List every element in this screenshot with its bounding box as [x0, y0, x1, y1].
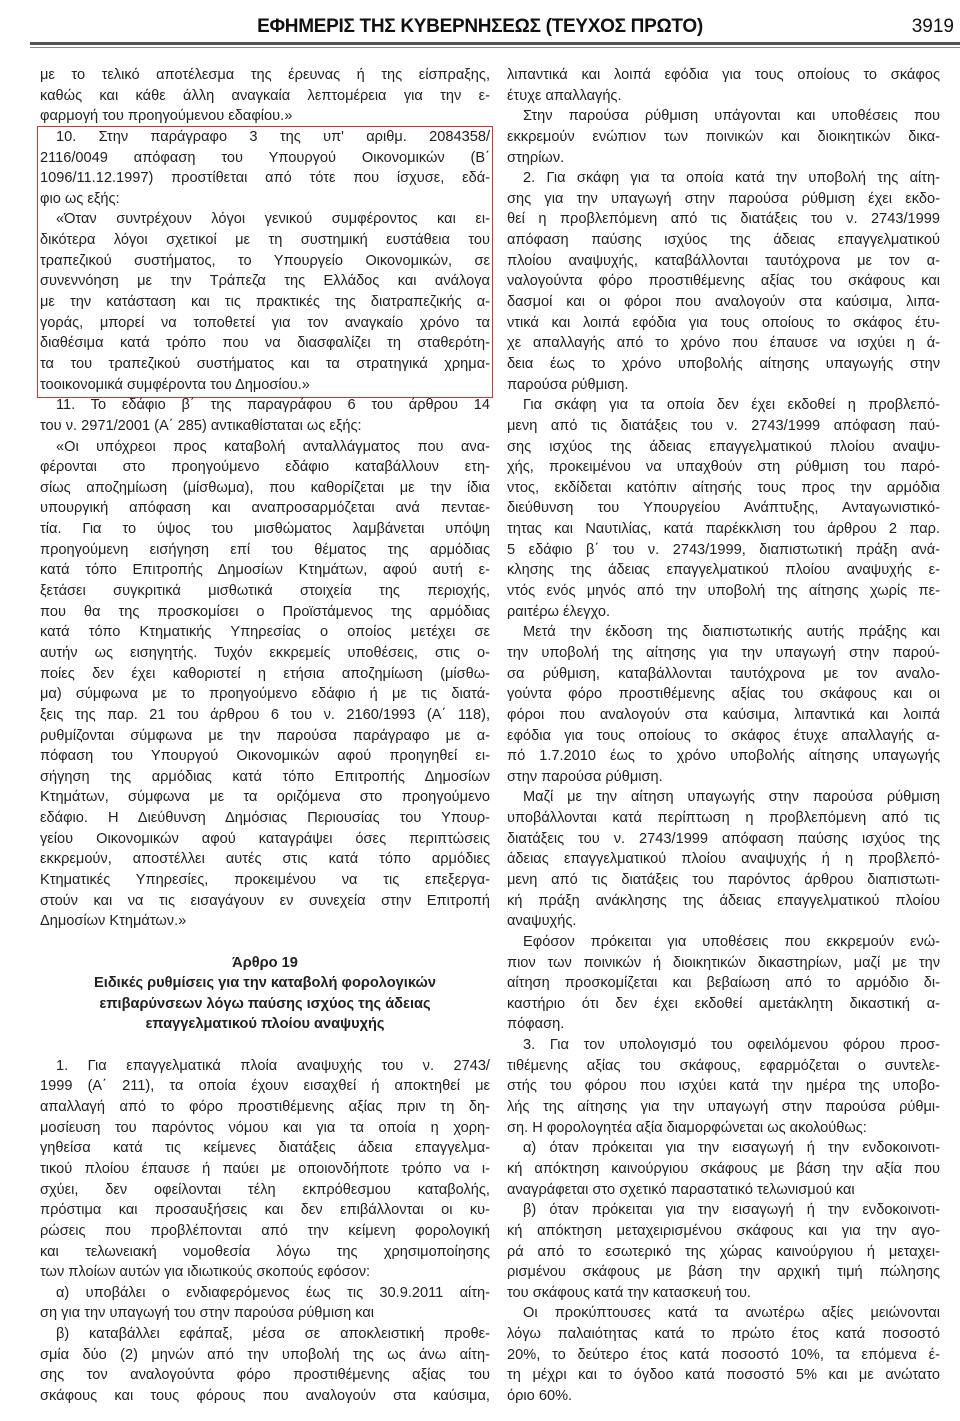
text-line: Δημοσίων Κτημάτων.» — [40, 913, 187, 930]
text-line: όριο 60%. — [507, 1388, 573, 1404]
text-line: πρόστιμα και προσαυξήσεις και δεν επιβάλλονται οι κυ- — [40, 1202, 490, 1219]
text-line: αυτήν ως εισηγητής. Τυχόν εκκρεμείς υποθέσεις, στις ο- — [40, 644, 490, 661]
text-line: ση για την υπαγωγή του στην παρούσα ρύθμιση και — [40, 1305, 375, 1322]
article-heading — [40, 953, 490, 1036]
text-line: τη μέχρι και το όγδοο κατά ποσοστό 5% και με ανώτατο — [507, 1367, 940, 1384]
article-number: Άρθρο 19 — [232, 954, 298, 971]
text-line: στής του φόρου που ισχύει κατά την ημέρα της υποβο- — [507, 1078, 940, 1095]
text-line: καστήριο ότι δεν έχει εκδοθεί αμετάκλητη δικαστική α- — [507, 995, 940, 1012]
text-line: προηγούμενη εισήγηση επί του θέματος της αρμόδιας — [40, 541, 490, 558]
text-line: 1096/11.12.1997) προστίθεται από τότε που ίσχυσε, εδά- — [40, 170, 490, 187]
text-line: Για σκάφη για τα οποία δεν έχει εκδοθεί η προβλεπό- — [523, 397, 940, 414]
right-column — [507, 65, 940, 1407]
text-line: την υποβολή της αίτησης για την υπαγωγή στην παρού- — [507, 644, 940, 661]
text-line: 2. Για σκάφη για τα οποία κατά την υποβολή της αίτη- — [523, 170, 940, 187]
text-line: α) υποβάλει ο ενδιαφερόμενος έως τις 30.9.2011 αίτη- — [56, 1284, 490, 1301]
text-line: ναλογούντα φόρο προστιθέμενης αξίας του σκάφους και — [507, 273, 940, 290]
text-line: ρισμένου σκάφους με βάση την αρχική τιμή πώλησης — [507, 1264, 940, 1281]
text-line: και τελωνειακή νομοθεσία λόγω της χρησιμοποίησης — [40, 1243, 490, 1260]
text-line: στηρίων. — [507, 149, 565, 166]
paragraph — [507, 65, 940, 106]
text-line: κατά τόπο Επιτροπής Δημοσίων Κτημάτων, αφού αυτή ε- — [40, 562, 490, 579]
text-line: λής της αίτησης για την υπαγωγή στην παρούσα ρύθμι- — [507, 1099, 940, 1116]
text-line: διαθέσιμα κατά τρόπο που να διασφαλίζει τη σταθερότη- — [40, 335, 490, 352]
paragraph — [40, 1056, 490, 1283]
text-line: πόφαση. — [507, 1016, 565, 1033]
text-line: 5 εδάφιο β΄ του ν. 2743/1999, διαπιστωτική πράξη ανά- — [507, 541, 940, 558]
text-line: ξεις της παρ. 21 του άρθρου 6 του ν. 2160/1993 (Α΄ 118), — [40, 706, 490, 723]
text-line: ντός ενός μηνός από την υποβολή της αίτησης χωρίς πε- — [507, 583, 940, 600]
text-line: σίως αποζημίωση (μίσθωμα), που καθορίζεται με την ίδια — [40, 479, 490, 496]
text-line: που θα της προσκομίσει ο Προϊστάμενος της αρμόδιας — [40, 603, 490, 620]
text-line: φιο ως εξής: — [40, 190, 120, 207]
paragraph — [40, 127, 490, 210]
header-rule — [30, 42, 960, 45]
text-line: τικού πλοίου έπαυσε ή παύει με οποιονδήποτε τρόπο να ι- — [40, 1160, 490, 1177]
text-line: γοράς, μπορεί να τοποθετεί για τον αναγκαίο χρόνο τα — [40, 314, 490, 331]
paragraph — [40, 1324, 490, 1407]
paragraph — [507, 622, 940, 787]
text-line: κή πράξη ανάκλησης της άδειας επαγγελματικού πλοίου — [507, 892, 940, 909]
header-rule-thin — [30, 47, 960, 48]
text-line: δικότερα λόγοι σχετικοί με τη συστημική ευστάθεια του — [40, 232, 490, 249]
text-line: σης ισχύος της άδειας επαγγελματικού πλοίου αναψυ- — [507, 438, 940, 455]
text-line: ποίες δεν έχει καθοριστεί η ετήσια αποζημίωση (μίσθω- — [40, 665, 490, 682]
text-line: φέρονται στο προηγούμενο εδάφιο καταβάλλουν ετη- — [40, 459, 490, 476]
text-line: με την κατάσταση και τις πρακτικές της διατραπεζικής α- — [40, 294, 490, 311]
paragraph — [40, 1283, 490, 1324]
article-title-line: Ειδικές ρυθμίσεις για την καταβολή φορολογικών — [94, 975, 436, 992]
text-line: αναγράφεται στο σχετικό παραστατικό τελωνισμού και — [507, 1181, 855, 1198]
text-line: υποβάλλονται κατά περίπτωση η προβλεπόμενη από τις — [507, 810, 940, 827]
text-line: τητας και Ναυτιλίας, κατά παρέκκλιση του άρθρου 2 παρ. — [507, 521, 940, 538]
text-line: λιπαντικά και λοιπά εφόδια για τους οποίους το σκάφος — [507, 67, 940, 83]
text-line: ντικά και λοιπά εφόδια για τους οποίους το σκάφος έτυ- — [507, 314, 940, 331]
text-line: σης τον αναλογούντα φόρο προστιθέμενης αξίας του — [40, 1367, 490, 1384]
text-line: Στην παρούσα ρύθμιση υπάγονται και υποθέσεις που — [523, 108, 940, 125]
text-line: κατά τόπο Κτηματικής Υπηρεσίας ο οποίος μετέχει σε — [40, 624, 490, 641]
text-line: του σκάφους κατά την κατασκευή του. — [507, 1284, 751, 1301]
text-line: Μετά την έκδοση της διαπιστωτικής αυτής πράξης και — [523, 624, 940, 641]
text-line: ρυθμίζονται σύμφωνα με την παρούσα παράγραφο με α- — [40, 727, 490, 744]
paragraph — [507, 395, 940, 622]
left-column — [40, 65, 490, 1407]
text-line: 3. Για τον υπολογισμό του οφειλόμενου φόρου προσ- — [523, 1037, 940, 1054]
text-line: θεί η προβλεπόμενη από τις διατάξεις του ν. 2743/1999 — [507, 211, 940, 228]
text-line: διατάξεις του ν. 2743/1999 απόφαση παύσης ισχύος της — [507, 830, 940, 847]
text-line: σης για την υπαγωγή στην παρούσα ρύθμιση έχει εκδο- — [507, 190, 940, 207]
text-line: ξετάσει συγκριτικά μισθωτικά στοιχεία της περιοχής, — [40, 583, 490, 600]
text-line: συνεννόηση με την Τράπεζα της Ελλάδος και ανάλογα — [40, 273, 490, 290]
text-line: απαλλαγή από το φόρο προστιθέμενης αξίας πριν τη δη- — [40, 1099, 490, 1116]
text-line: άδειας επαγγελματικού πλοίου αναψυχής ή η προβλεπό- — [507, 851, 940, 868]
page-number: 3919 — [911, 16, 954, 37]
text-line: Οι προκύπτουσες κατά τα ανωτέρω αξίες μειώνονται — [523, 1305, 940, 1322]
text-line: μα) σύμφωνα με το προηγούμενο εδάφιο ή με τις διατά- — [40, 686, 490, 703]
text-line: των πλοίων αυτών για ιδιωτικούς σκοπούς εφόσον: — [40, 1264, 371, 1281]
text-line: κλησης της άδειας επαγγελματικού πλοίου αναψυχής ε- — [507, 562, 940, 579]
text-line: υπουργική απόφαση και αναπροσαρμόζεται ανά πενταε- — [40, 500, 490, 517]
paragraph — [40, 437, 490, 932]
text-line: στούν και να τις εισαγάγουν εν συνεχεία στην Επιτροπή — [40, 892, 490, 909]
text-line: μενη από τις διατάξεις του ν. 2743/1999 απόφαση παύ- — [507, 417, 940, 434]
text-line: τραπεζικού συστήματος, το Υπουργείο Οικονομικών, σε — [40, 252, 490, 269]
text-line: Μαζί με την αίτηση υπαγωγής στην παρούσα ρύθμιση — [523, 789, 940, 806]
text-line: τοοικονομικά συμφέροντα του Δημοσίου.» — [40, 376, 310, 393]
paragraph — [40, 395, 490, 436]
text-line: ντος, εκδίδεται κατόπιν αίτησής τους προς την αρμόδια — [507, 479, 940, 496]
text-line: «Οι υπόχρεοι προς καταβολή ανταλλάγματος που ανα- — [56, 438, 490, 455]
text-line: β) όταν πρόκειται για την εισαγωγή ή την ενδοκοινοτι- — [523, 1202, 940, 1219]
paragraph — [507, 1303, 940, 1406]
paragraph — [507, 168, 940, 395]
text-line: 1999 (Α΄ 211), τα οποία έχουν εισαχθεί ή αποκτηθεί με — [40, 1078, 490, 1095]
text-line: σκάφους και τους φόρους που αναλογούν στα καύσιμα, — [40, 1388, 490, 1404]
paragraph — [507, 106, 940, 168]
text-line: 1. Για επαγγελματικά πλοία αναψυχής του ν. 2743/ — [56, 1057, 490, 1074]
text-line: 20%, το δεύτερο έτος κατά ποσοστό 10%, τα επόμενα έ- — [507, 1346, 940, 1363]
text-line: δασμοί και οι φόροι που αναλογούν στα καύσιμα, λιπα- — [507, 294, 940, 311]
article-title-line: επαγγελματικού πλοίου αναψυχής — [145, 1016, 385, 1033]
text-line: πλοίου αναψυχής, καταβάλλονται ταυτόχρονα με τον α- — [507, 252, 940, 269]
blank-line — [40, 932, 490, 953]
text-line: εφόδια για τους οποίους το σκάφος έτυχε απαλλαγής α- — [507, 727, 940, 744]
paragraph — [40, 209, 490, 395]
text-line: 10. Στην παράγραφο 3 της υπ' αριθμ. 2084358/ — [56, 128, 490, 145]
text-line: α) όταν πρόκειται για την εισαγωγή ή την ενδοκοινοτι- — [523, 1140, 940, 1157]
text-line: «Όταν συντρέχουν λόγοι γενικού συμφέροντος και ει- — [56, 211, 490, 228]
text-line: τία. Για το ύψος του μισθώματος λαμβάνεται υπόψη — [40, 521, 490, 538]
text-line: απόφαση παύσης ισχύος της άδειας επαγγελματικού — [507, 232, 940, 249]
text-line: σήγηση της αρμόδιας κατά τόπο Επιτροπής Δημοσίων — [40, 768, 490, 785]
text-line: λόγω παλαιότητας κατά το πρώτο έτος κατά ποσοστό — [507, 1326, 940, 1343]
text-line: του ν. 2971/2001 (Α΄ 285) αντικαθίσταται ως εξής: — [40, 417, 362, 434]
text-line: διεύθυνση του Υπουργείου Ανάπτυξης, Ανταγωνιστικό- — [507, 500, 940, 517]
text-line: κή απόκτηση μεταχειρισμένου σκάφους και για την αγο- — [507, 1222, 940, 1239]
text-line: αναψυχής. — [507, 913, 577, 930]
text-line: Εφόσον πρόκειται για υποθέσεις που εκκρεμούν ενώ- — [523, 933, 940, 950]
text-line: ση. Η φορολογητέα αξία διαμορφώνεται ως ακολούθως: — [507, 1119, 867, 1136]
text-line: γηθείσα κατά τις κείμενες διατάξεις άδεια επαγγελμα- — [40, 1140, 490, 1157]
text-line: ραιτέρω έλεγχο. — [507, 603, 611, 620]
text-line: σμία δύο (2) μηνών από την υποβολή της ως άνω αίτη- — [40, 1346, 490, 1363]
text-line: 11. Το εδάφιο β΄ της παραγράφου 6 του άρθρου 14 — [56, 397, 490, 414]
text-line: μοσίευση του παρόντος νόμου και για τα οποία η χορη- — [40, 1119, 490, 1136]
text-line: εκκρεμούν ενώπιον των ποινικών και διοικητικών δικα- — [507, 128, 940, 145]
text-line: πό 1.7.2010 έως το χρόνο υποβολής αίτησης υπαγωγής — [507, 748, 940, 765]
text-line: ρά από το εσωτερικό της χώρας καινούργιου ή μεταχει- — [507, 1243, 940, 1260]
text-line: κή απόκτηση καινούργιου σκάφους με βάση την αξία που — [507, 1160, 940, 1177]
paragraph — [507, 932, 940, 1035]
text-line: έτυχε απαλλαγής. — [507, 87, 622, 104]
text-line: στην παρούσα ρύθμιση. — [507, 768, 663, 785]
text-line: β) καταβάλλει εφάπαξ, μέσα σε αποκλειστική προθε- — [56, 1326, 490, 1343]
paragraph — [40, 65, 490, 127]
text-line: χε απαλλαγής από το χρόνο που έπαυσε να ισχύει η ά- — [507, 335, 940, 352]
text-line: φαρμογή του προηγούμενου εδαφίου.» — [40, 108, 293, 125]
text-line: μενη από τις διατάξεις του παρόντος άρθρου διαπιστωτι- — [507, 871, 940, 888]
paragraph — [507, 1200, 940, 1303]
text-line: δεια έως το χρόνο υποβολής αίτησης υπαγωγής στην — [507, 355, 940, 372]
blank-line — [40, 1035, 490, 1056]
text-line: Κτημάτων, σύμφωνα με τα οριζόμενα στο προηγούμενο — [40, 789, 490, 806]
paragraph — [507, 787, 940, 931]
text-line: 2116/0049 απόφαση του Υπουργού Οικονομικών (Β΄ — [40, 149, 490, 166]
text-line: παρούσα ρύθμιση. — [507, 376, 629, 393]
article-title-line: επιβαρύνσεων λόγω παύσης ισχύος της άδειας — [99, 995, 431, 1012]
text-line: σα ρύθμιση, καταβάλλονται ταυτόχρονα με τον αναλο- — [507, 665, 940, 682]
text-line: τα του τραπεζικού συστήματος και τα στρατηγικά χρημα- — [40, 355, 490, 372]
text-line: αίτηση προσκομίζεται και βεβαίωση από το αρμόδιο δι- — [507, 975, 940, 992]
text-line: εδάφιο. Η Διεύθυνση Δημόσιας Περιουσίας του Υπουρ- — [40, 810, 490, 827]
paragraph — [507, 1035, 940, 1138]
text-line: καθώς και κάθε άλλη αναγκαία λεπτομέρεια για την ε- — [40, 87, 490, 104]
text-line: τιθέμενης αξίας του σκάφους, εφαρμόζεται ο συντελε- — [507, 1057, 940, 1074]
paragraph — [507, 1138, 940, 1200]
text-line: Κτηματικές Υπηρεσίες, προκειμένου να τις επεξεργα- — [40, 871, 490, 888]
text-line: με το τελικό αποτέλεσμα της έρευνας ή της είσπραξης, — [40, 67, 490, 83]
text-line: πιον των ποινικών ή διοικητικών δικαστηρίων, μαζί με την — [507, 954, 940, 971]
text-line: ρώσεις που προβλέπονται από την κείμενη φορολογική — [40, 1222, 490, 1239]
gazette-title: ΕΦΗΜΕΡΙΣ ΤΗΣ ΚΥΒΕΡΝΗΣΕΩΣ (ΤΕΥΧΟΣ ΠΡΩΤΟ) — [257, 16, 703, 37]
text-line: γείου Οικονομικών αφού καταγράψει όσες περιπτώσεις — [40, 830, 490, 847]
text-line: σχύει, δεν οφείλονται τέλη εκπρόθεσμου καταβολής, — [40, 1181, 490, 1198]
text-line: φόροι που αναλογούν στα καύσιμα, λιπαντικά και λοιπά — [507, 706, 940, 723]
text-line: πόφαση του Υπουργού Οικονομικών αφού προηγηθεί ει- — [40, 748, 490, 765]
text-line: γούντα φόρο προστιθέμενης αξίας του σκάφους και οι — [507, 686, 940, 703]
text-line: χής, προκειμένου να υπαχθούν στη ρύθμιση του παρό- — [507, 459, 940, 476]
text-line: εκκρεμούν, αποστέλλει αυτές στις κατά τόπο αρμόδιες — [40, 851, 490, 868]
